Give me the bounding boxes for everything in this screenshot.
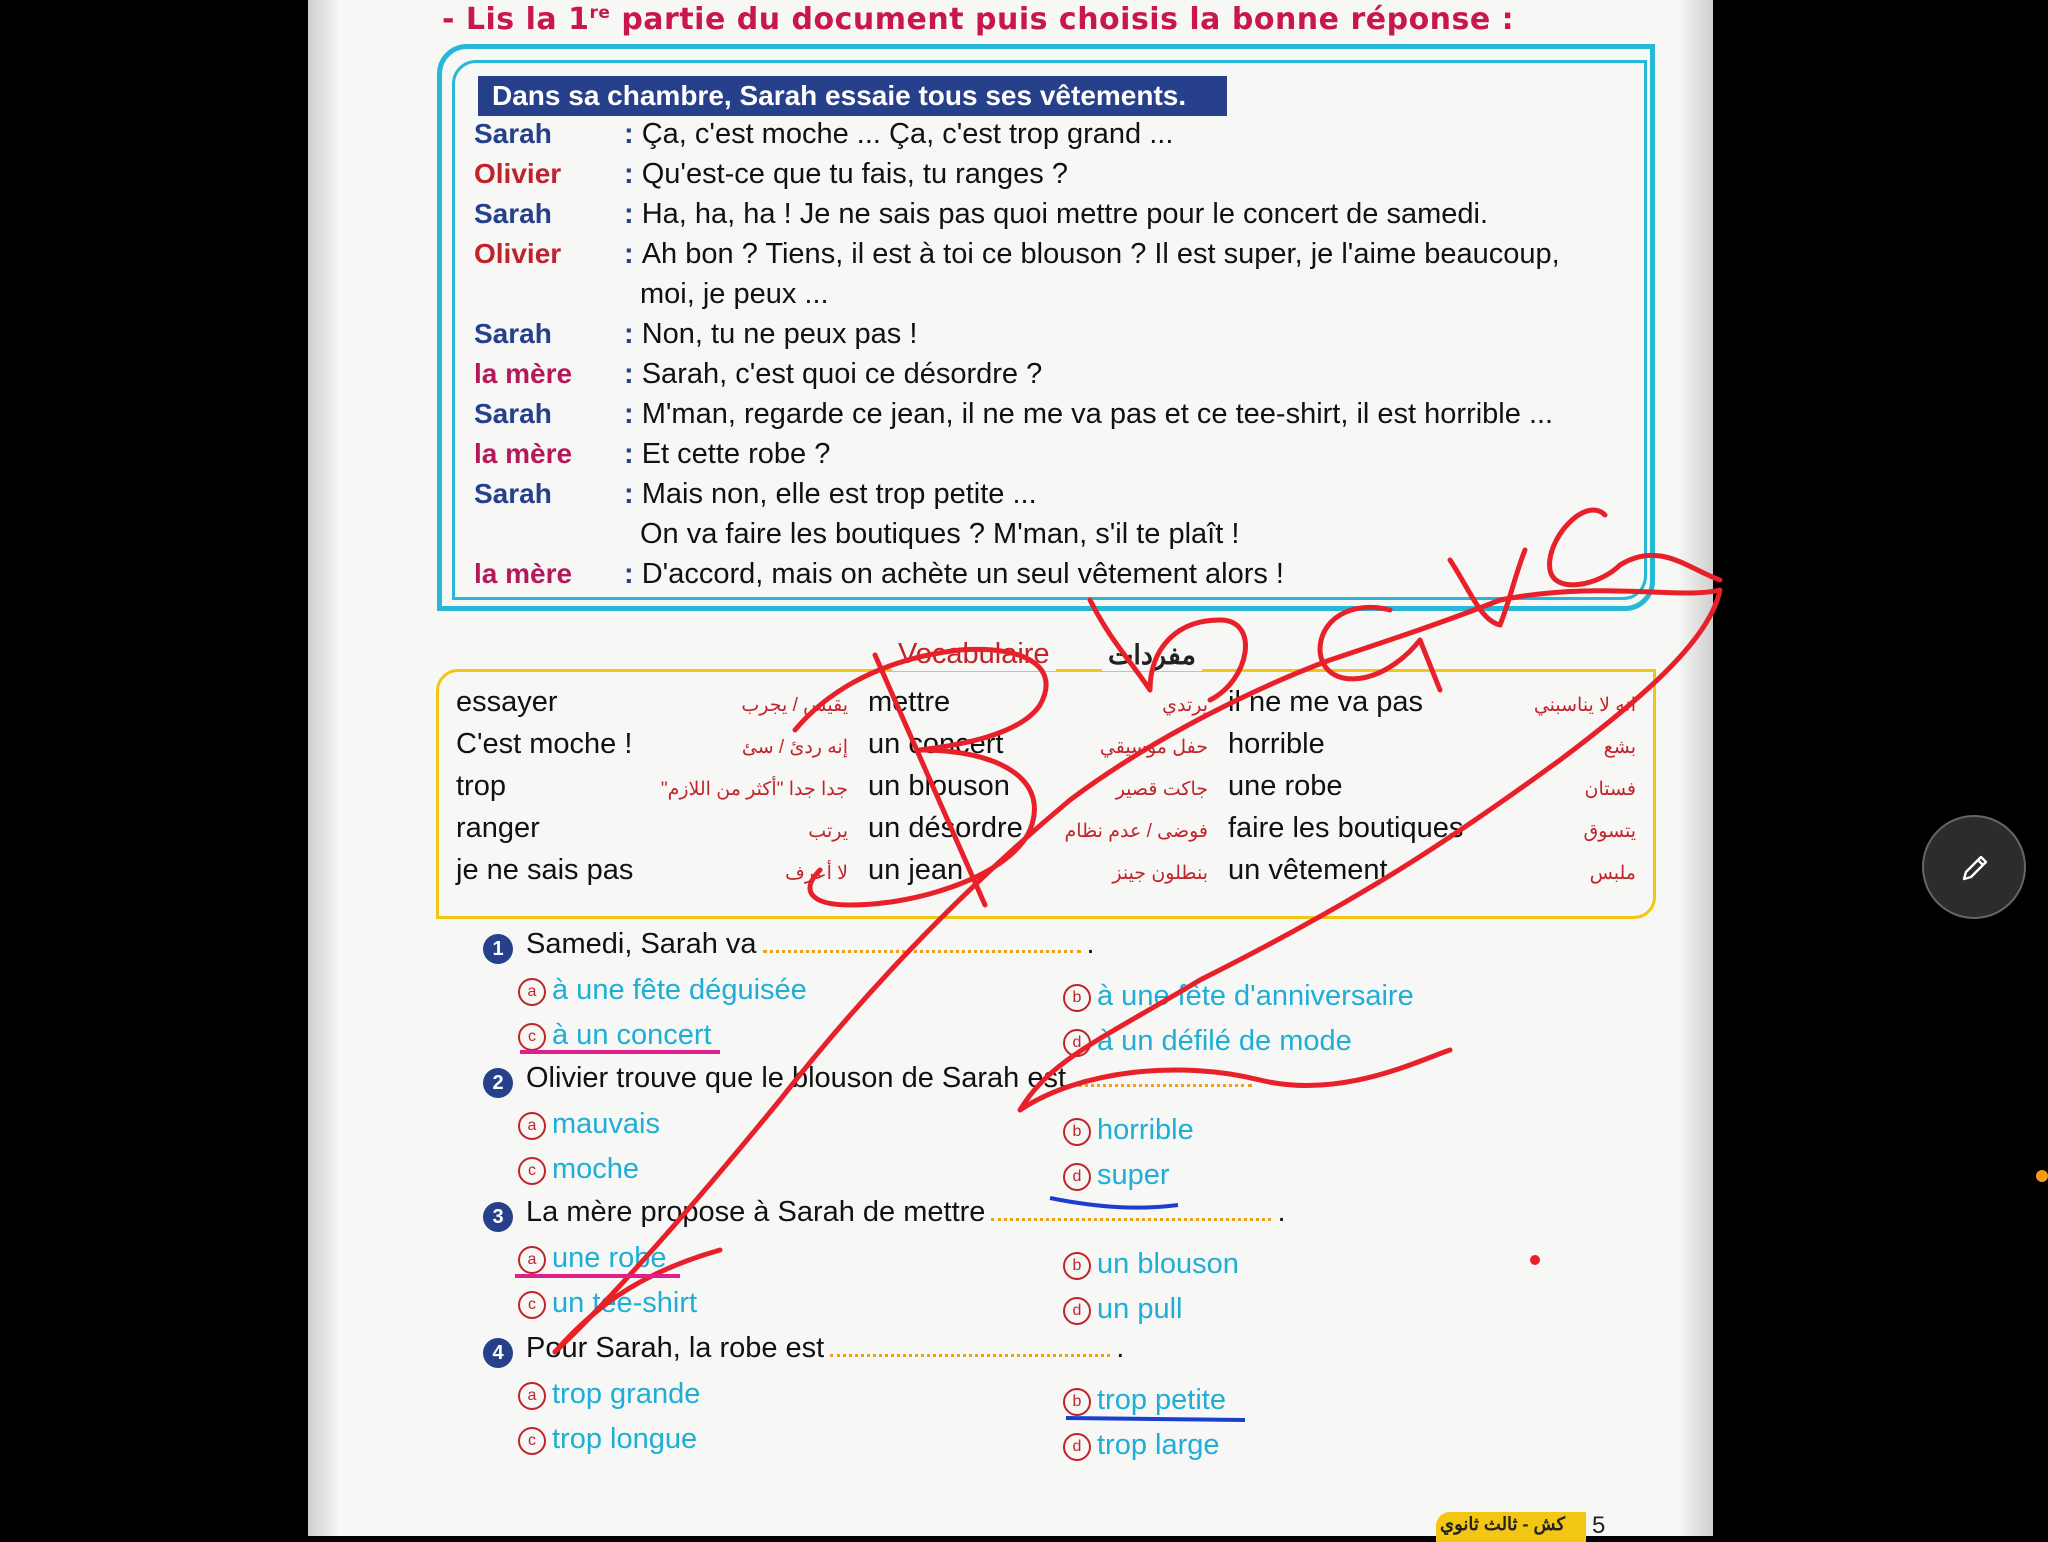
option-letter-badge: b — [1063, 984, 1091, 1012]
question-end: . — [1277, 1196, 1286, 1228]
option-letter-badge: b — [1063, 1388, 1091, 1416]
option-letter-badge: d — [1063, 1163, 1091, 1191]
vocab-translation: لا أعرف — [785, 863, 848, 884]
handwritten-stroke-b — [795, 649, 1046, 905]
handwritten-stroke-tick — [555, 590, 1720, 1352]
dialog-line-text: Sarah, c'est quoi ce désordre ? — [641, 358, 1043, 390]
option-letter-badge: c — [518, 1157, 546, 1185]
question-number: 1 — [483, 934, 513, 964]
dialog-title: Dans sa chambre, Sarah essaie tous ses vêtements. — [478, 76, 1227, 116]
dialog-colon: : — [624, 358, 642, 390]
vocab-term: C'est moche ! — [456, 728, 633, 760]
question-number: 2 — [483, 1068, 513, 1098]
vocab-translation: يرتدي — [1162, 695, 1208, 716]
question-number: 3 — [483, 1202, 513, 1232]
dialog-speaker: Sarah — [474, 198, 552, 229]
dialog-line-text: Non, tu ne peux pas ! — [641, 318, 918, 350]
vocab-translation: إنه ردئ / سئ — [741, 737, 848, 758]
instruction-heading: - Lis la 1re partie du document puis choisis la bonne réponse : — [442, 2, 1515, 37]
dialog-speaker: Olivier — [474, 158, 562, 189]
vocab-term: un vêtement — [1228, 854, 1388, 886]
option-letter-badge: c — [518, 1023, 546, 1051]
option-text: moche — [552, 1153, 640, 1185]
vocab-translation: فوضى / عدم نظام — [1064, 821, 1208, 842]
option-letter-badge: d — [1063, 1029, 1091, 1057]
dialog-colon: : — [624, 398, 642, 430]
dialog-speaker: Sarah — [474, 478, 552, 509]
option-text: à un concert — [552, 1019, 712, 1051]
dialog-colon: : — [624, 478, 642, 510]
dialog-line-text: D'accord, mais on achète un seul vêtement alors ! — [641, 558, 1284, 590]
dialog-line-text: Mais non, elle est trop petite ... — [641, 478, 1037, 510]
option-text: super — [1097, 1159, 1170, 1191]
dialog-line-text: moi, je peux ... — [640, 278, 829, 310]
pencil-icon — [1958, 851, 1992, 885]
vocab-translation: ملبس — [1589, 863, 1636, 884]
vocab-translation: يرتب — [808, 821, 848, 842]
edit-button[interactable] — [1922, 815, 2026, 919]
vocab-translation: انه لا يناسبني — [1533, 695, 1636, 716]
vocab-term: un concert — [868, 728, 1004, 760]
option-text: à une fête déguisée — [552, 974, 807, 1006]
handwritten-stroke-a — [1320, 607, 1440, 690]
dialog-colon: : — [624, 318, 642, 350]
dialog-colon: : — [624, 438, 642, 470]
underline-option-4b — [1066, 1418, 1245, 1420]
vocab-term: un blouson — [868, 770, 1010, 802]
option-text: un blouson — [1097, 1248, 1239, 1280]
vocab-translation: جاكت قصير — [1115, 779, 1208, 800]
page-number: 5 — [1592, 1512, 1606, 1539]
dialog-speaker: Sarah — [474, 318, 552, 349]
question-number: 4 — [483, 1338, 513, 1368]
dialog-speaker: la mère — [474, 558, 573, 589]
vocab-term: un jean — [868, 854, 964, 886]
dialog-line-text: Et cette robe ? — [641, 438, 831, 470]
dialog-colon: : — [624, 198, 642, 230]
dialog-speaker: la mère — [474, 438, 573, 469]
option-letter-badge: a — [518, 978, 546, 1006]
option-text: un pull — [1097, 1293, 1183, 1325]
option-letter-badge: a — [518, 1382, 546, 1410]
dialog-line-text: M'man, regarde ce jean, il ne me va pas et ce tee-shirt, il est horrible ... — [641, 398, 1554, 430]
dialog-speaker: Sarah — [474, 398, 552, 429]
vocab-term: ranger — [456, 812, 540, 844]
vocabulary-title: Vocabulaire — [892, 638, 1056, 671]
option-text: à un défilé de mode — [1097, 1025, 1352, 1057]
option-text: mauvais — [552, 1108, 660, 1140]
vocab-translation: فستان — [1584, 779, 1636, 800]
option-text: trop longue — [552, 1423, 698, 1455]
dialog-line-text: Ça, c'est moche ... Ça, c'est trop grand ... — [641, 118, 1174, 150]
option-text: trop grande — [552, 1378, 701, 1410]
underline-option-2d — [1050, 1198, 1178, 1208]
option-letter-badge: d — [1063, 1433, 1091, 1461]
vocab-term: essayer — [456, 686, 558, 718]
dialog-line-text: Ah bon ? Tiens, il est à toi ce blouson ? Il est super, je l'aime beaucoup, — [641, 238, 1560, 270]
option-letter-badge: b — [1063, 1252, 1091, 1280]
dialog-speaker: la mère — [474, 358, 573, 389]
handwritten-stroke-o — [1550, 510, 1720, 585]
vocab-translation: بشع — [1603, 737, 1636, 758]
question-prompt: La mère propose à Sarah de mettre — [526, 1196, 986, 1228]
question-prompt: Olivier trouve que le blouson de Sarah est — [526, 1062, 1067, 1094]
dialog-line-text: Ha, ha, ha ! Je ne sais pas quoi mettre pour le concert de samedi. — [641, 198, 1489, 230]
option-letter-badge: a — [518, 1112, 546, 1140]
option-letter-badge: b — [1063, 1118, 1091, 1146]
vocab-term: une robe — [1228, 770, 1343, 802]
vocab-term: je ne sais pas — [456, 854, 634, 886]
vocab-term: mettre — [868, 686, 951, 718]
vocab-term: horrible — [1228, 728, 1325, 760]
handwritten-stroke-b-stem — [875, 655, 985, 905]
question-end: . — [1086, 928, 1095, 960]
option-letter-badge: d — [1063, 1297, 1091, 1325]
vocab-term: il ne me va pas — [1228, 686, 1424, 718]
dialog-colon: : — [624, 238, 642, 270]
option-text: horrible — [1097, 1114, 1194, 1146]
question-prompt: Samedi, Sarah va — [526, 928, 757, 960]
dialog-speaker: Olivier — [474, 238, 562, 269]
dialog-line-text: Qu'est-ce que tu fais, tu ranges ? — [641, 158, 1068, 190]
vocab-term: un désordre — [868, 812, 1023, 844]
dialog-colon: : — [624, 158, 642, 190]
dialog-colon: : — [624, 558, 642, 590]
question-end: . — [1116, 1332, 1125, 1364]
vocab-translation: بنطلون جينز — [1112, 863, 1208, 884]
footer-series-label: كش - ثالث ثانوي — [1440, 1514, 1566, 1534]
question-prompt: Pour Sarah, la robe est — [526, 1332, 825, 1364]
vocab-translation: جدا جدا "أكثر من اللازم" — [660, 779, 848, 800]
dialog-line-text: On va faire les boutiques ? M'man, s'il te plaît ! — [640, 518, 1240, 550]
vocab-term: faire les boutiques — [1228, 812, 1464, 844]
dialog-colon: : — [624, 118, 642, 150]
option-letter-badge: c — [518, 1427, 546, 1455]
option-text: à une fête d'anniversaire — [1097, 980, 1414, 1012]
vocab-term: trop — [456, 770, 506, 802]
vocab-translation: يقيس / يجرب — [741, 695, 848, 716]
option-letter-badge: a — [518, 1246, 546, 1274]
option-text: une robe — [552, 1242, 667, 1274]
vocabulary-title-arabic: مفردات — [1102, 640, 1202, 671]
option-letter-badge: c — [518, 1291, 546, 1319]
option-text: un tee-shirt — [552, 1287, 698, 1319]
notification-dot — [2036, 1170, 2048, 1182]
vocab-translation: حفل موسيقي — [1099, 737, 1208, 758]
option-text: trop large — [1097, 1429, 1220, 1461]
dialog-speaker: Sarah — [474, 118, 552, 149]
stray-dot — [1530, 1255, 1540, 1265]
handwritten-stroke-r — [1090, 600, 1245, 700]
option-text: trop petite — [1097, 1384, 1226, 1416]
vocab-translation: يتسوق — [1583, 821, 1636, 842]
